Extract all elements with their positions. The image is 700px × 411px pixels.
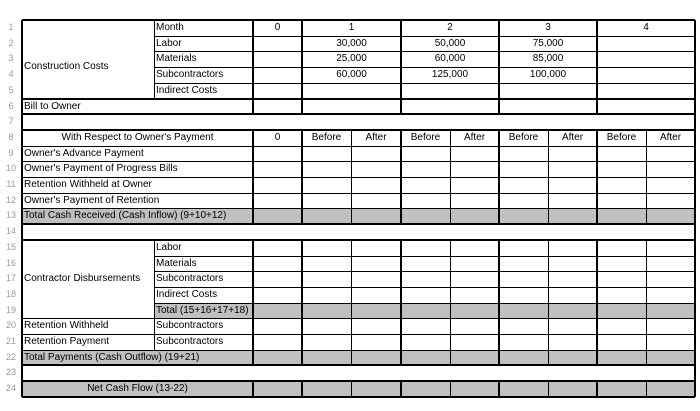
cost-item-label[interactable]: Labor <box>156 37 182 49</box>
cost-value[interactable]: 100,000 <box>529 69 567 81</box>
cost-value[interactable]: 25,000 <box>336 53 367 65</box>
row-number: 20 <box>5 320 16 331</box>
retention-payment-sub[interactable]: Subcontractors <box>156 336 224 347</box>
contractor-disbursements-label[interactable]: Contractor Disbursements <box>24 273 141 285</box>
shaded-cell <box>597 381 646 397</box>
grid-line <box>548 240 549 366</box>
disbursement-item-label[interactable]: Subcontractors <box>156 273 224 285</box>
row-number: 10 <box>5 163 16 174</box>
cost-value[interactable]: 85,000 <box>532 53 564 65</box>
row-number: 23 <box>5 367 16 378</box>
grid-line <box>596 381 598 397</box>
row-number: 4 <box>8 69 14 80</box>
grid-line <box>351 240 352 366</box>
owner-row-label[interactable]: Retention Withheld at Owner <box>24 179 152 190</box>
month-header[interactable]: 2 <box>447 22 453 33</box>
grid-line <box>400 240 402 366</box>
owner-row-label[interactable]: Owner's Advance Payment <box>24 147 144 159</box>
grid-line <box>22 239 695 241</box>
disbursement-item-label[interactable]: Labor <box>156 241 182 253</box>
owner-section-title[interactable]: With Respect to Owner's Payment <box>61 131 214 143</box>
row-number: 13 <box>5 210 16 221</box>
cost-value[interactable]: 60,000 <box>336 69 367 81</box>
retention-withheld-sub[interactable]: Subcontractors <box>156 320 224 332</box>
grid-line <box>498 381 500 397</box>
row-number: 17 <box>5 273 16 284</box>
row-number: 2 <box>8 37 14 48</box>
row-number: 9 <box>8 147 14 158</box>
grid-line <box>450 381 451 397</box>
shaded-cell <box>548 381 597 397</box>
total-payments-label[interactable]: Total Payments (Cash Outflow) (19+21) <box>24 351 200 363</box>
retention-withheld-label[interactable]: Retention Withheld <box>24 320 109 332</box>
disbursement-item-label[interactable]: Indirect Costs <box>156 288 218 300</box>
after-header[interactable]: After <box>561 131 584 143</box>
grid-line <box>22 223 695 225</box>
grid-line <box>301 240 303 366</box>
before-header[interactable]: Before <box>410 131 441 143</box>
row-number: 12 <box>5 194 16 205</box>
cost-value[interactable]: 125,000 <box>431 69 469 81</box>
after-header[interactable]: After <box>659 131 682 143</box>
shaded-cell <box>401 381 450 397</box>
cost-item-label[interactable]: Subcontractors <box>156 69 224 81</box>
construction-costs-label[interactable]: Construction Costs <box>24 61 109 73</box>
disbursement-item-label[interactable]: Materials <box>156 257 197 269</box>
row-number: 19 <box>5 304 16 315</box>
cost-item-label[interactable]: Indirect Costs <box>156 84 218 96</box>
retention-payment-label[interactable]: Retention Payment <box>24 336 110 347</box>
shaded-cell <box>499 381 548 397</box>
before-header[interactable]: Before <box>311 131 342 143</box>
grid-line <box>22 364 695 366</box>
grid-line <box>548 381 549 397</box>
shaded-cell <box>646 381 695 397</box>
row-number: 7 <box>8 116 14 127</box>
row-number: 6 <box>8 100 14 111</box>
disbursement-item-label[interactable]: Total (15+16+17+18) <box>156 304 249 316</box>
grid-line <box>22 396 695 398</box>
cost-value[interactable]: 60,000 <box>434 53 466 65</box>
before-header[interactable]: Before <box>508 131 539 143</box>
shaded-cell <box>351 381 401 397</box>
after-header[interactable]: After <box>463 131 486 143</box>
net-cash-flow-label[interactable]: Net Cash Flow (13-22) <box>87 383 188 395</box>
month-header[interactable]: 1 <box>348 22 355 33</box>
grid-line <box>400 381 402 397</box>
bill-to-owner-label[interactable]: Bill to Owner <box>24 100 81 112</box>
grid-line <box>646 240 647 366</box>
row-number: 1 <box>8 22 14 32</box>
row-number: 8 <box>8 131 14 142</box>
grid-line <box>450 240 451 366</box>
month-header[interactable]: 0 <box>274 22 281 33</box>
month-header[interactable]: 4 <box>643 22 649 33</box>
after-header[interactable]: After <box>365 131 387 143</box>
shaded-cell <box>302 381 351 397</box>
month-label[interactable]: Month <box>156 22 184 33</box>
grid-line <box>596 240 598 366</box>
row-number: 24 <box>5 383 16 394</box>
cost-value[interactable]: 75,000 <box>532 37 564 49</box>
shaded-cell <box>253 381 302 397</box>
row-number: 16 <box>5 257 16 268</box>
before-header[interactable]: Before <box>606 131 637 143</box>
cost-value[interactable]: 30,000 <box>336 37 367 49</box>
owner-row-label[interactable]: Owner's Payment of Retention <box>24 194 160 206</box>
owner-col-0[interactable]: 0 <box>274 131 281 143</box>
shaded-cell <box>450 381 499 397</box>
row-number: 22 <box>5 351 16 362</box>
cost-item-label[interactable]: Materials <box>156 53 197 65</box>
month-header[interactable]: 3 <box>545 22 551 33</box>
grid-line <box>351 381 352 397</box>
owner-row-label[interactable]: Owner's Payment of Progress Bills <box>24 163 178 175</box>
grid-line <box>694 20 696 397</box>
row-number: 5 <box>8 84 14 95</box>
row-number: 18 <box>5 288 16 299</box>
cost-value[interactable]: 50,000 <box>434 37 466 49</box>
grid-line <box>498 240 500 366</box>
row-number: 21 <box>5 336 16 346</box>
row-number: 15 <box>5 241 16 252</box>
row-number: 14 <box>5 226 16 237</box>
row-number: 3 <box>8 53 14 64</box>
owner-row-label[interactable]: Total Cash Received (Cash Inflow) (9+10+12) <box>24 210 227 222</box>
grid-line <box>646 381 647 397</box>
grid-line <box>301 381 303 397</box>
row-number: 11 <box>6 179 16 189</box>
